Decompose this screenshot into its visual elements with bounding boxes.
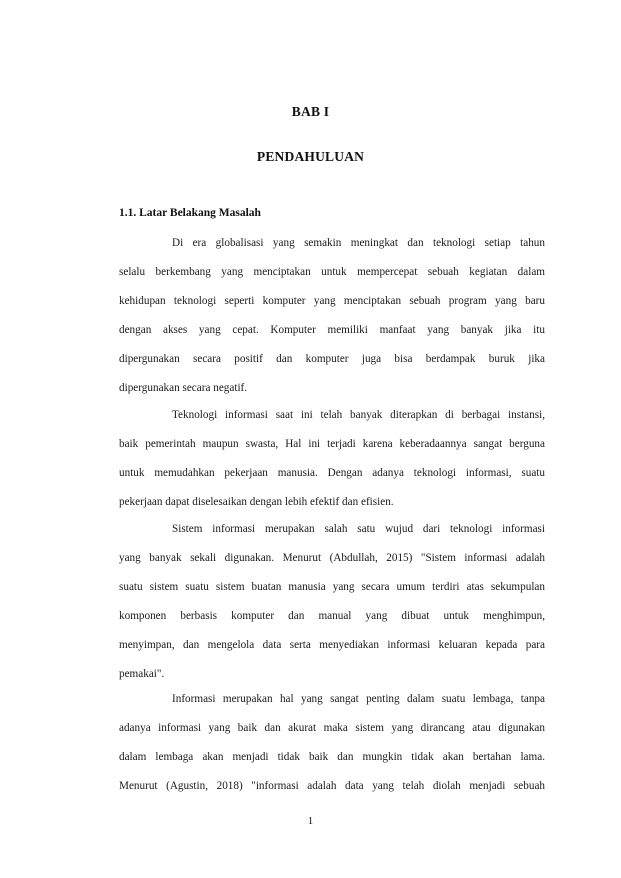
- text-line: Sistem informasi merupakan salah satu wujud dari teknologi informasi: [172, 523, 545, 535]
- text-line: dalam lembaga akan menjadi tidak baik dan mungkin tidak akan bertahan lama.: [119, 751, 545, 764]
- text-line: dipergunakan secara negatif.: [119, 382, 248, 395]
- text-line: baik pemerintah maupun swasta, Hal ini terjadi karena keberadaannya sangat berguna: [119, 438, 545, 451]
- paragraph-3: [119, 515, 545, 690]
- text-line: suatu sistem suatu sistem buatan manusia yang secara umum terdiri atas sekumpulan: [119, 581, 545, 594]
- text-line: dipergunakan secara positif dan komputer juga bisa berdampak buruk jika: [119, 353, 545, 366]
- text-line: Menurut (Agustin, 2018) "informasi adalah data yang telah diolah menjadi sebuah: [119, 780, 545, 793]
- text-line: yang banyak sekali digunakan. Menurut (Abdullah, 2015) "Sistem informasi adalah: [119, 552, 545, 565]
- text-line: komponen berbasis komputer dan manual yang dibuat untuk menghimpun,: [119, 610, 545, 623]
- section-heading: 1.1. Latar Belakang Masalah: [119, 207, 261, 219]
- page-number: 1: [307, 815, 314, 827]
- text-line: selalu berkembang yang menciptakan untuk mempercepat sebuah kegiatan dalam: [119, 266, 545, 279]
- paragraph-4: [119, 685, 545, 801]
- chapter-title: PENDAHULUAN: [256, 149, 365, 164]
- text-line: untuk memudahkan pekerjaan manusia. Dengan adanya teknologi informasi, suatu: [119, 467, 545, 480]
- text-line: kehidupan teknologi seperti komputer yang menciptakan sebuah program yang baru: [119, 295, 545, 308]
- text-line: dengan akses yang cepat. Komputer memiliki manfaat yang banyak jika itu: [119, 324, 545, 337]
- text-line: Informasi merupakan hal yang sangat penting dalam suatu lembaga, tanpa: [172, 693, 545, 705]
- text-line: Teknologi informasi saat ini telah banyak diterapkan di berbagai instansi,: [172, 409, 545, 421]
- paragraph-1: [119, 229, 545, 404]
- text-line: pekerjaan dapat diselesaikan dengan lebih efektif dan efisien.: [119, 496, 394, 509]
- text-line: pemakai".: [119, 668, 165, 681]
- text-line: Di era globalisasi yang semakin meningkat dan teknologi setiap tahun: [172, 237, 545, 249]
- text-line: menyimpan, dan mengelola data serta menyediakan informasi keluaran kepada para: [119, 639, 545, 652]
- paragraph-2: [119, 401, 545, 517]
- chapter-number: BAB I: [291, 104, 330, 119]
- text-line: adanya informasi yang baik dan akurat maka sistem yang dirancang atau digunakan: [119, 722, 545, 735]
